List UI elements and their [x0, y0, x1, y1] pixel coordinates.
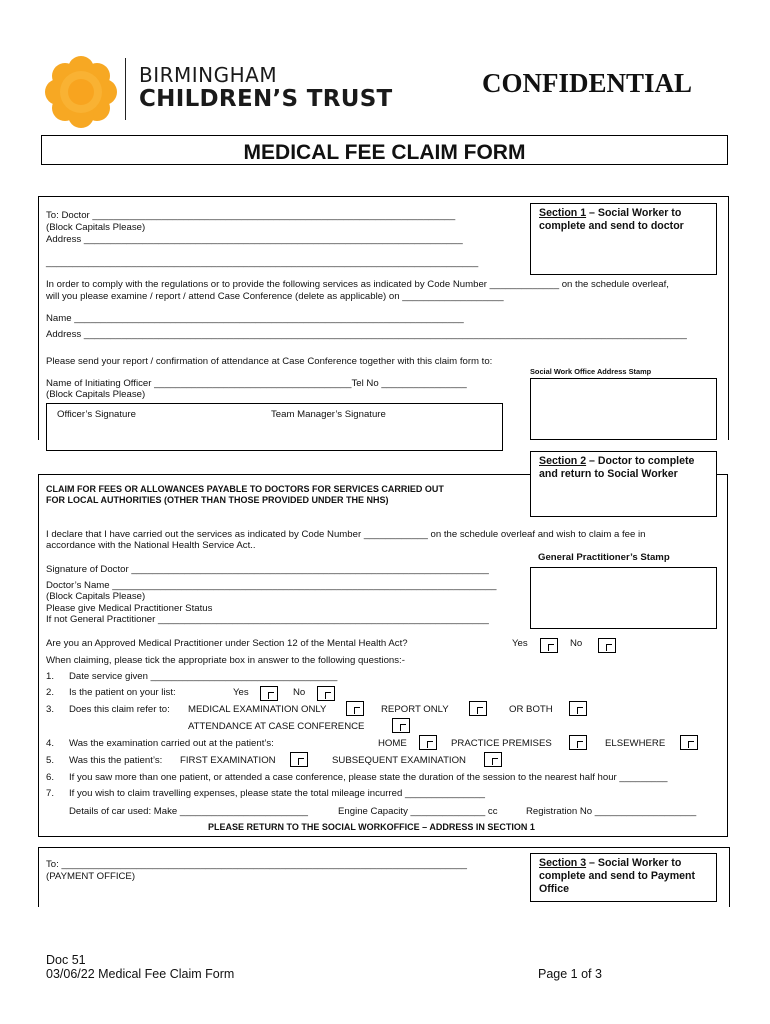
- manager-signature-label: Team Manager’s Signature: [271, 409, 386, 420]
- org-name-line2: CHILDREN’S TRUST: [139, 86, 393, 112]
- section2-instruction: – Doctor to complete and return to Social Worker: [539, 455, 695, 481]
- patient-list-question: Is the patient on your list:: [69, 687, 176, 698]
- initiating-officer-field[interactable]: Name of Initiating Officer _____________________________________Tel No ________________: [46, 378, 467, 389]
- subsequent-exam-label: SUBSEQUENT EXAMINATION: [332, 755, 466, 766]
- approved-practitioner-question: Are you an Approved Medical Practitioner under Section 12 of the Mental Health Act?: [46, 638, 408, 649]
- first-exam-label: FIRST EXAMINATION: [180, 755, 276, 766]
- to-doctor-field[interactable]: To: Doctor ____________________________________________________________________: [46, 210, 456, 221]
- declare-line-2: accordance with the National Health Service Act..: [46, 540, 256, 551]
- claim-heading-line2: FOR LOCAL AUTHORITIES (OTHER THAN THOSE PROVIDED UNDER THE NHS): [46, 495, 389, 505]
- q6-number: 6.: [46, 772, 55, 783]
- practice-premises-checkbox[interactable]: [569, 735, 587, 750]
- doctor-address-field[interactable]: Address _______________________________________________________________________: [46, 234, 463, 245]
- approved-no-checkbox[interactable]: [598, 638, 616, 653]
- approved-no-label: No: [570, 638, 583, 649]
- gp-stamp-box[interactable]: [530, 567, 717, 629]
- case-conference-checkbox[interactable]: [392, 718, 410, 733]
- q1-number: 1.: [46, 671, 55, 682]
- not-gp-field[interactable]: If not General Practitioner ______________________________________________________________: [46, 614, 489, 625]
- doctor-name-field[interactable]: Doctor’s Name ________________________________________________________________________: [46, 580, 497, 591]
- elsewhere-checkbox[interactable]: [680, 735, 698, 750]
- payment-office-label: (PAYMENT OFFICE): [46, 871, 136, 882]
- patient-list-yes-checkbox[interactable]: [260, 686, 278, 701]
- claim-refer-question: Does this claim refer to:: [69, 704, 170, 715]
- section2-heading: Section 2: [539, 455, 587, 467]
- tick-instructions: When claiming, please tick the appropriate box in answer to the following questions:-: [46, 655, 405, 666]
- q7-number: 7.: [46, 788, 55, 799]
- case-conference-label: ATTENDANCE AT CASE CONFERENCE: [188, 721, 365, 732]
- q5-number: 5.: [46, 755, 55, 766]
- section3-left-border: [38, 847, 39, 907]
- page-number: Page 1 of 3: [538, 967, 602, 981]
- logo-divider: [125, 58, 126, 120]
- form-title: MEDICAL FEE CLAIM FORM: [243, 141, 526, 164]
- officer-signature-label: Officer’s Signature: [57, 409, 136, 420]
- registration-field[interactable]: Registration No ___________________: [526, 806, 697, 817]
- declare-line-1[interactable]: I declare that I have carried out the services as indicated by Code Number ____________ on the schedule overleaf and wish to claim a fee in: [46, 529, 646, 540]
- patient-list-no-checkbox[interactable]: [317, 686, 335, 701]
- practice-premises-label: PRACTICE PREMISES: [451, 738, 552, 749]
- medical-exam-only-label: MEDICAL EXAMINATION ONLY: [188, 704, 327, 715]
- block-capitals-note-2: (Block Capitals Please): [46, 389, 146, 400]
- date-service-field[interactable]: Date service given ___________________________________: [69, 671, 338, 682]
- comply-line-1[interactable]: In order to comply with the regulations or to provide the following services as indicated by Code Number _____________ on the schedule overleaf,: [46, 279, 669, 290]
- comply-line-2[interactable]: will you please examine / report / attend Case Conference (delete as applicable) on ___________________: [46, 291, 504, 302]
- subsequent-exam-checkbox[interactable]: [484, 752, 502, 767]
- office-stamp-label: Social Work Office Address Stamp: [530, 367, 652, 376]
- section2-instruction-box: [530, 451, 717, 517]
- section3-top-border: [38, 847, 730, 848]
- section3-right-border: [729, 847, 730, 907]
- office-stamp-box[interactable]: [530, 378, 717, 440]
- practitioner-status-label: Please give Medical Practitioner Status: [46, 603, 213, 614]
- exam-location-question: Was the examination carried out at the patient’s:: [69, 738, 274, 749]
- session-duration-field[interactable]: If you saw more than one patient, or attended a case conference, please state the duration of the session to the nearest half hour _________: [69, 772, 668, 783]
- send-report-instruction: Please send your report / confirmation of attendance at Case Conference together with this claim form to:: [46, 356, 493, 367]
- doctor-address-line2[interactable]: _________________________________________________________________________________: [46, 257, 479, 268]
- payment-office-to-field[interactable]: To: ____________________________________________________________________________: [46, 859, 467, 870]
- patient-list-yes-label: Yes: [233, 687, 249, 698]
- trust-logo-icon: [45, 56, 117, 128]
- home-label: HOME: [378, 738, 407, 749]
- engine-capacity-field[interactable]: Engine Capacity ______________ cc: [338, 806, 498, 817]
- first-exam-checkbox[interactable]: [290, 752, 308, 767]
- elsewhere-label: ELSEWHERE: [605, 738, 666, 749]
- confidential-label: CONFIDENTIAL: [482, 68, 693, 98]
- section1-left-border: [38, 196, 39, 440]
- mileage-field[interactable]: If you wish to claim travelling expenses, please state the total mileage incurred _______________: [69, 788, 485, 799]
- section3-heading: Section 3: [539, 857, 587, 869]
- q4-number: 4.: [46, 738, 55, 749]
- approved-yes-label: Yes: [512, 638, 528, 649]
- report-only-checkbox[interactable]: [469, 701, 487, 716]
- org-name-line1: BIRMINGHAM: [139, 63, 278, 87]
- section1-top-border: [38, 196, 728, 197]
- return-instruction: PLEASE RETURN TO THE SOCIAL WORKOFFICE – ADDRESS IN SECTION 1: [208, 822, 535, 832]
- doctor-signature-field[interactable]: Signature of Doctor ___________________________________________________________________: [46, 564, 489, 575]
- form-title-box: [41, 135, 728, 165]
- q3-number: 3.: [46, 704, 55, 715]
- section1-heading: Section 1: [539, 207, 587, 219]
- patient-name-field[interactable]: Name _________________________________________________________________________: [46, 313, 464, 324]
- block-capitals-note: (Block Capitals Please): [46, 222, 146, 233]
- approved-yes-checkbox[interactable]: [540, 638, 558, 653]
- report-only-label: REPORT ONLY: [381, 704, 449, 715]
- claim-heading-line1: CLAIM FOR FEES OR ALLOWANCES PAYABLE TO DOCTORS FOR SERVICES CARRIED OUT: [46, 484, 444, 494]
- medical-exam-only-checkbox[interactable]: [346, 701, 364, 716]
- gp-stamp-label: General Practitioner’s Stamp: [538, 552, 670, 563]
- section1-instruction-box: [530, 203, 717, 275]
- section3-instruction: – Social Worker to complete and send to Payment Office: [539, 857, 695, 896]
- or-both-label: OR BOTH: [509, 704, 553, 715]
- patient-list-no-label: No: [293, 687, 306, 698]
- patient-address-field[interactable]: Address _________________________________________________________________________________________________________________: [46, 329, 687, 340]
- document-number: Doc 51: [46, 953, 86, 967]
- section1-instruction: – Social Worker to complete and send to doctor: [539, 207, 684, 233]
- car-make-field[interactable]: Details of car used: Make ________________________: [69, 806, 308, 817]
- document-name: 03/06/22 Medical Fee Claim Form: [46, 967, 235, 981]
- block-capitals-note-3: (Block Capitals Please): [46, 591, 146, 602]
- section3-instruction-box: [530, 853, 717, 902]
- section1-right-border: [728, 196, 729, 440]
- home-checkbox[interactable]: [419, 735, 437, 750]
- q2-number: 2.: [46, 687, 55, 698]
- or-both-checkbox[interactable]: [569, 701, 587, 716]
- exam-type-question: Was this the patient’s:: [69, 755, 163, 766]
